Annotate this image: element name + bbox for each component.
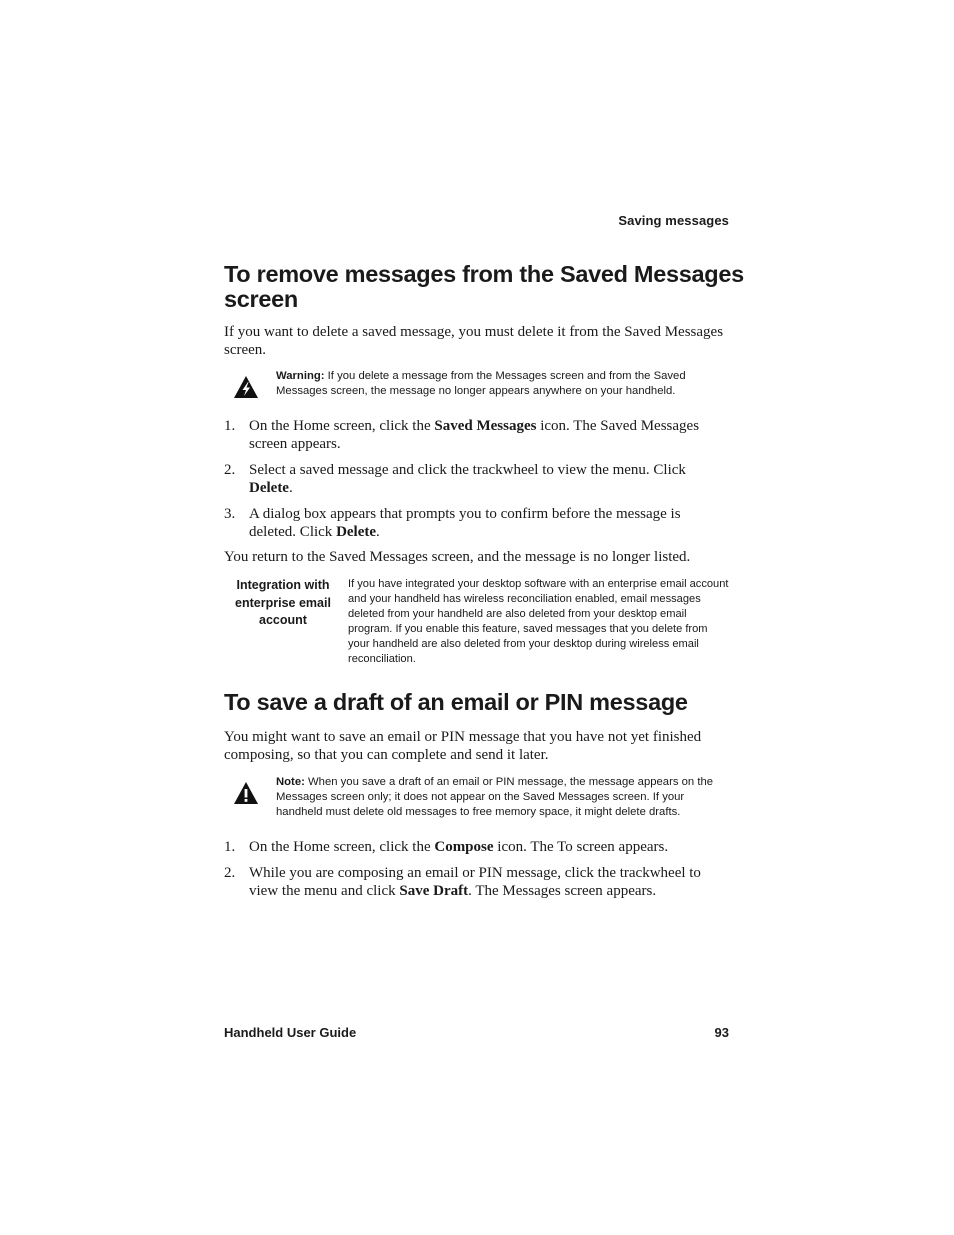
step-ui-term: Compose <box>434 839 494 855</box>
step-text <box>249 839 719 857</box>
section-title-save-draft: To save a draft of an email or PIN message <box>224 689 688 715</box>
step-text <box>249 418 719 453</box>
step-number: 1. <box>224 839 236 855</box>
step-text-post: . <box>376 523 380 540</box>
step-ui-term: Saved Messages <box>434 418 537 434</box>
step-text-post: . The Messages screen appears. <box>468 882 657 899</box>
step-number: 1. <box>224 418 236 434</box>
step-text-post: . <box>288 479 293 496</box>
note-body: When you save a draft of an email or PIN message, the message appears on the Messages screen only; it does not appear on the Saved Messages screen. If your handheld must delete old messages to free memory space, it might delete drafts. <box>276 776 714 818</box>
step-text-pre: On the Home screen, click the <box>249 839 435 855</box>
step-text-post: icon. The Saved Messages screen appears. <box>249 418 700 452</box>
step-text-pre: While you are composing an email or PIN message, click the trackwheel to view the menu and click <box>249 865 701 899</box>
note-text <box>276 775 728 820</box>
section-title-remove-messages: To remove messages from the Saved Messages screen <box>224 261 744 312</box>
step-number: 2. <box>224 462 236 478</box>
warning-text <box>276 369 728 399</box>
page-number: 93 <box>714 1025 729 1040</box>
result-paragraph: You return to the Saved Messages screen, and the message is no longer listed. <box>224 549 691 565</box>
sidebar-heading: Integration with enterprise email account <box>235 578 331 627</box>
step-text-post: icon. The To screen appears. <box>493 839 669 855</box>
warning-label: Warning: <box>276 370 325 382</box>
step-text <box>249 506 719 541</box>
running-header: Saving messages <box>618 213 729 228</box>
step-text <box>249 865 719 900</box>
step-ui-term: Delete <box>249 479 289 496</box>
warning-callout <box>224 369 730 409</box>
step-ui-term: Delete <box>336 523 377 540</box>
note-label: Note: <box>276 776 305 788</box>
lightning-warning-icon <box>233 375 259 399</box>
sidebar-text: If you have integrated your desktop software with an enterprise email account and your handheld has wireless reconciliation enabled, email messages deleted from your handheld are also deleted from your desktop email program. If you enable this feature, saved messages that you delete from your handheld are also deleted from your desktop during wireless email reconciliation. <box>348 578 729 665</box>
step-text-pre: A dialog box appears that prompts you to confirm before the message is deleted. Click <box>249 506 681 540</box>
footer-title: Handheld User Guide <box>224 1025 357 1040</box>
step-number: 2. <box>224 865 236 881</box>
note-callout <box>224 775 730 818</box>
step-number: 3. <box>224 506 236 522</box>
step-text-pre: On the Home screen, click the <box>249 418 435 434</box>
step-text <box>249 462 719 497</box>
intro-paragraph: If you want to delete a saved message, you must delete it from the Saved Messages screen. <box>224 324 724 358</box>
intro-paragraph: You might want to save an email or PIN message that you have not yet finished composing, so that you can complete and send it later. <box>224 729 702 763</box>
exclamation-warning-icon <box>233 781 259 805</box>
step-text-pre: Select a saved message and click the trackwheel to view the menu. Click <box>249 462 686 478</box>
warning-body: If you delete a message from the Messages screen and from the Saved Messages screen, the message no longer appears anywhere on your handheld. <box>276 370 686 397</box>
step-ui-term: Save Draft <box>399 882 469 899</box>
